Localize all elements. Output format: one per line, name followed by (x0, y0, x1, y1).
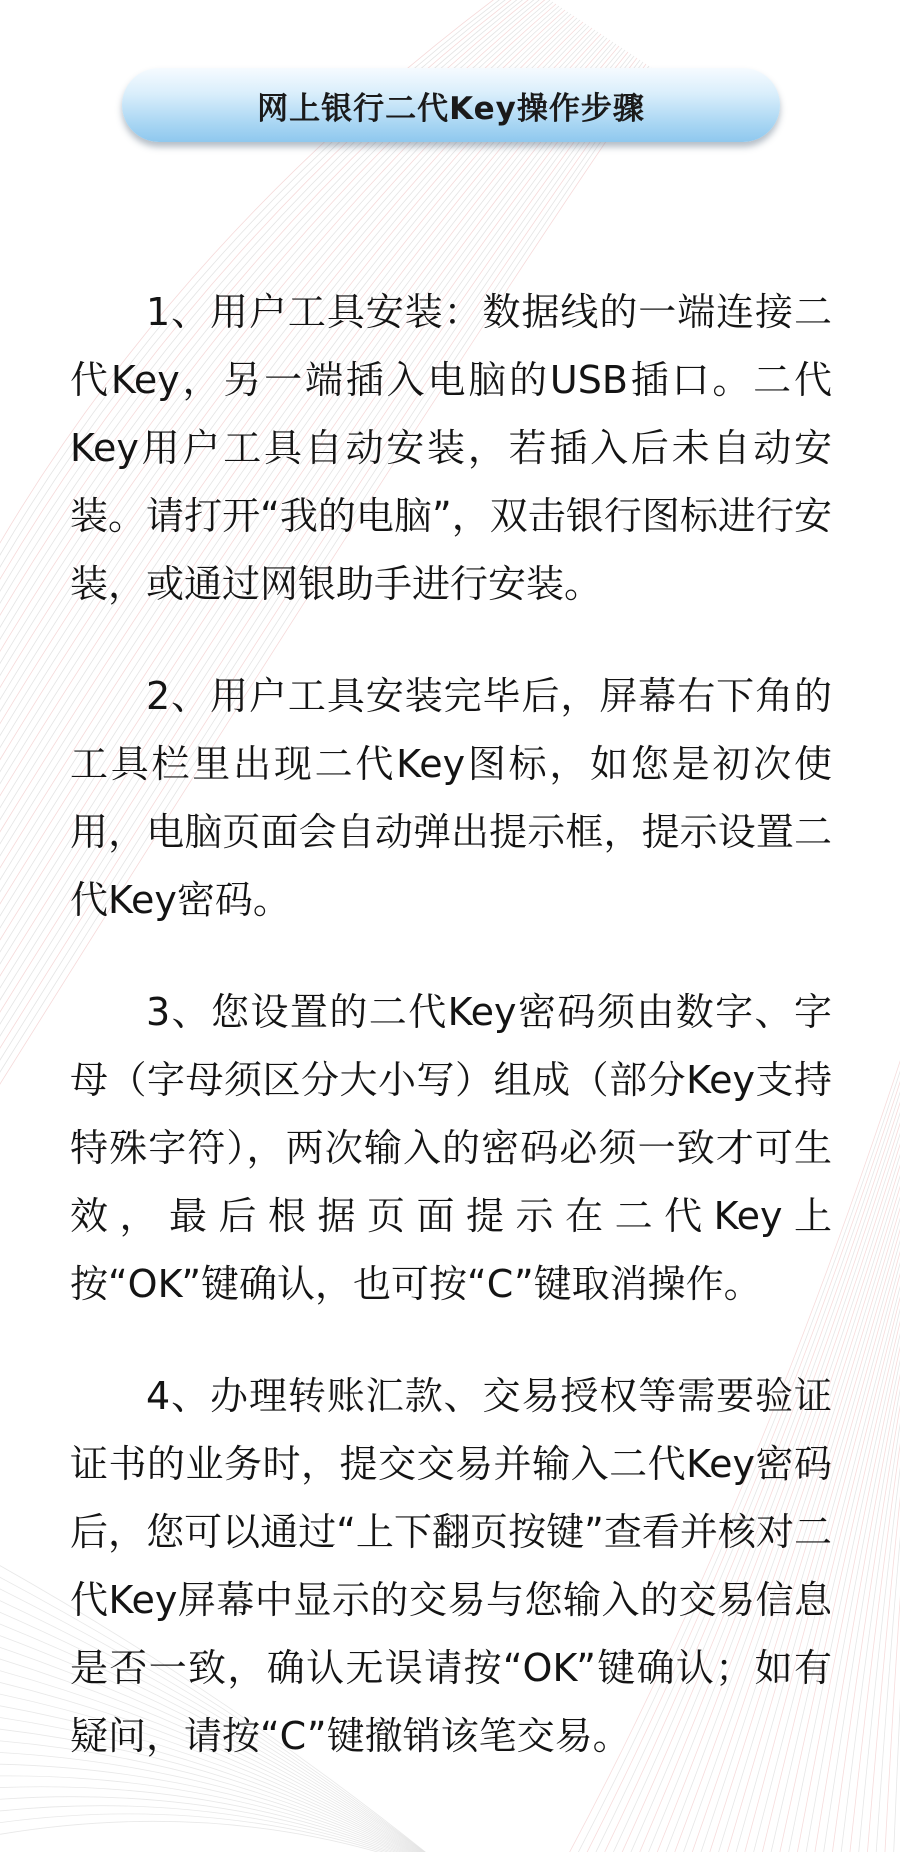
step-1-text: 1、用户工具安装：数据线的一端连接二代Key，另一端插入电脑的USB插口。二代Key用户工具自动安装，若插入后未自动安装。请打开“我的电脑”，双击银行图标进行安装，或通过网银助手进行安装。 (70, 290, 832, 606)
step-2-text: 2、用户工具安装完毕后，屏幕右下角的工具栏里出现二代Key图标，如您是初次使用，电脑页面会自动弹出提示框，提示设置二代Key密码。 (70, 674, 832, 922)
background-line (0, 1821, 460, 1852)
instruction-steps (70, 278, 832, 1814)
title-banner (122, 68, 780, 142)
background-line (839, 1310, 900, 1852)
step-3-text: 3、您设置的二代Key密码须由数字、字母（字母须区分大小写）组成（部分Key支持特殊字符），两次输入的密码必须一致才可生效，最后根据页面提示在二代Key上按“OK”键确认，也可按“C”键取消操作。 (70, 990, 832, 1306)
page-title: 网上银行二代Key操作步骤 (257, 90, 645, 127)
step-4-text: 4、办理转账汇款、交易授权等需要验证证书的业务时，提交交易并输入二代Key密码后，您可以通过“上下翻页按键”查看并核对二代Key屏幕中显示的交易与您输入的交易信息是否一致，确认无误请按“OK”键确认；如有疑问，请按“C”键撤销该笔交易。 (70, 1374, 832, 1758)
